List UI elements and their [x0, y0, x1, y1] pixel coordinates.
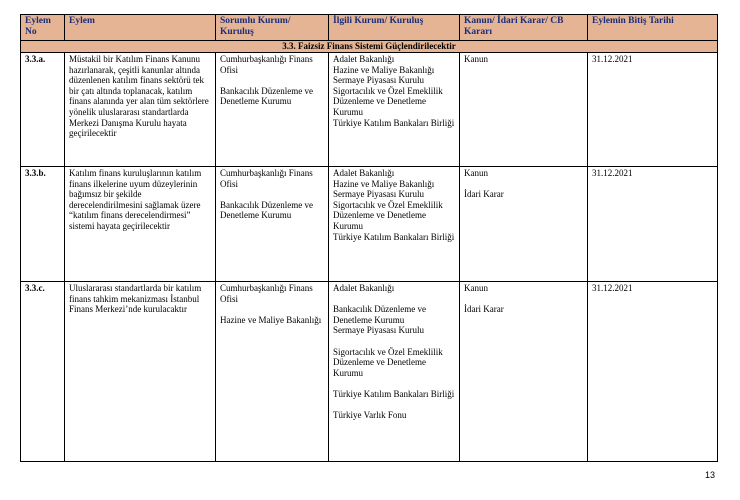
row-eylem: Katılım finans kuruluşlarının katılım finans ilkelerine uyum düzeylerinin bağımsız bir şekilde derecelendirilmesini sağlamak üzere “katılım finans derecelendirmesi” sistemi hayata geçirilecektir: [65, 167, 216, 282]
row-bitis: 31.12.2021: [588, 53, 718, 167]
ilgili-line: Türkiye Katılım Bankaları Birliği: [333, 117, 455, 128]
sorumlu-line: Cumhurbaşkanlığı Finans Ofisi: [220, 54, 313, 75]
ilgili-line: Türkiye Katılım Bankaları Birliği: [333, 231, 455, 242]
ilgili-line: Türkiye Katılım Bankaları Birliği: [333, 388, 455, 399]
header-eylem: Eylem: [65, 15, 216, 41]
sorumlu-line: Cumhurbaşkanlığı Finans Ofisi: [220, 283, 313, 304]
kanun-line: İdari Karar: [464, 304, 504, 315]
ilgili-line: Adalet Bakanlığı: [333, 54, 395, 64]
ilgili-line: Türkiye Varlık Fonu: [333, 410, 407, 421]
row-eylem: Müstakil bir Katılım Finans Kanunu hazırlanarak, çeşitli kanunlar altında düzenlenen katılım finans sektörü tek bir çatı altında toplanacak, katılım finans alanında yer alan tüm sektörlere yönelik uluslararası standartlarda Merkezi Danışma Kurulu hayata geçirilecektir: [65, 53, 216, 167]
ilgili-line: Adalet Bakanlığı: [333, 283, 395, 293]
table-row: [21, 167, 718, 282]
row-kanun: [460, 167, 588, 282]
ilgili-line: Sigortacılık ve Özel Emeklilik Düzenleme ve Denetleme Kurumu: [333, 199, 443, 231]
row-bitis: 31.12.2021: [588, 282, 718, 462]
row-eylem: Uluslararası standartlarda bir katılım finans tahkim mekanizması İstanbul Finans Merkezi’nde kurulacaktır: [65, 282, 216, 462]
ilgili-line: Sermaye Piyasası Kurulu: [333, 325, 424, 336]
kanun-line: Kanun: [464, 168, 488, 178]
table-row: [21, 282, 718, 462]
header-ilgili: İlgili Kurum/ Kuruluş: [329, 15, 460, 41]
header-bitis: Eylemin Bitiş Tarihi: [588, 15, 718, 41]
header-sorumlu: Sorumlu Kurum/ Kuruluş: [216, 15, 329, 41]
page-number: 13: [704, 470, 715, 480]
section-row: [21, 41, 718, 53]
ilgili-line: Hazine ve Maliye Bakanlığı: [333, 178, 435, 189]
row-id: 3.3.a.: [21, 53, 65, 167]
ilgili-line: Hazine ve Maliye Bakanlığı: [333, 64, 435, 75]
row-sorumlu: [216, 167, 329, 282]
header-kanun: Kanun/ İdari Karar/ CB Kararı: [460, 15, 588, 41]
ilgili-line: Sigortacılık ve Özel Emeklilik Düzenleme ve Denetleme Kurumu: [333, 346, 443, 378]
row-sorumlu: [216, 53, 329, 167]
header-eylem-no: Eylem No: [21, 15, 65, 41]
ilgili-line: Adalet Bakanlığı: [333, 168, 395, 178]
row-id: 3.3.c.: [21, 282, 65, 462]
row-ilgili: [329, 167, 460, 282]
row-bitis: 31.12.2021: [588, 167, 718, 282]
table-row: [21, 53, 718, 167]
row-ilgili: [329, 282, 460, 462]
kanun-line: İdari Karar: [464, 189, 504, 200]
row-kanun: [460, 53, 588, 167]
ilgili-line: Sermaye Piyasası Kurulu: [333, 189, 424, 200]
sorumlu-line: Bankacılık Düzenleme ve Denetleme Kurumu: [220, 85, 313, 107]
header-row: [21, 15, 718, 41]
row-sorumlu: [216, 282, 329, 462]
ilgili-line: Bankacılık Düzenleme ve Denetleme Kurumu: [333, 304, 426, 325]
sorumlu-line: Bankacılık Düzenleme ve Denetleme Kurumu: [220, 199, 313, 221]
ilgili-line: Sermaye Piyasası Kurulu: [333, 75, 424, 86]
row-ilgili: [329, 53, 460, 167]
sorumlu-line: Hazine ve Maliye Bakanlığı: [220, 314, 322, 325]
row-id: 3.3.b.: [21, 167, 65, 282]
row-kanun: [460, 282, 588, 462]
section-title: 3.3. Faizsiz Finans Sistemi Güçlendirilecektir: [21, 41, 718, 53]
kanun-line: Kanun: [464, 54, 488, 64]
ilgili-line: Sigortacılık ve Özel Emeklilik Düzenleme ve Denetleme Kurumu: [333, 85, 443, 117]
action-plan-table: [20, 14, 718, 462]
kanun-line: Kanun: [464, 283, 488, 293]
sorumlu-line: Cumhurbaşkanlığı Finans Ofisi: [220, 168, 313, 189]
